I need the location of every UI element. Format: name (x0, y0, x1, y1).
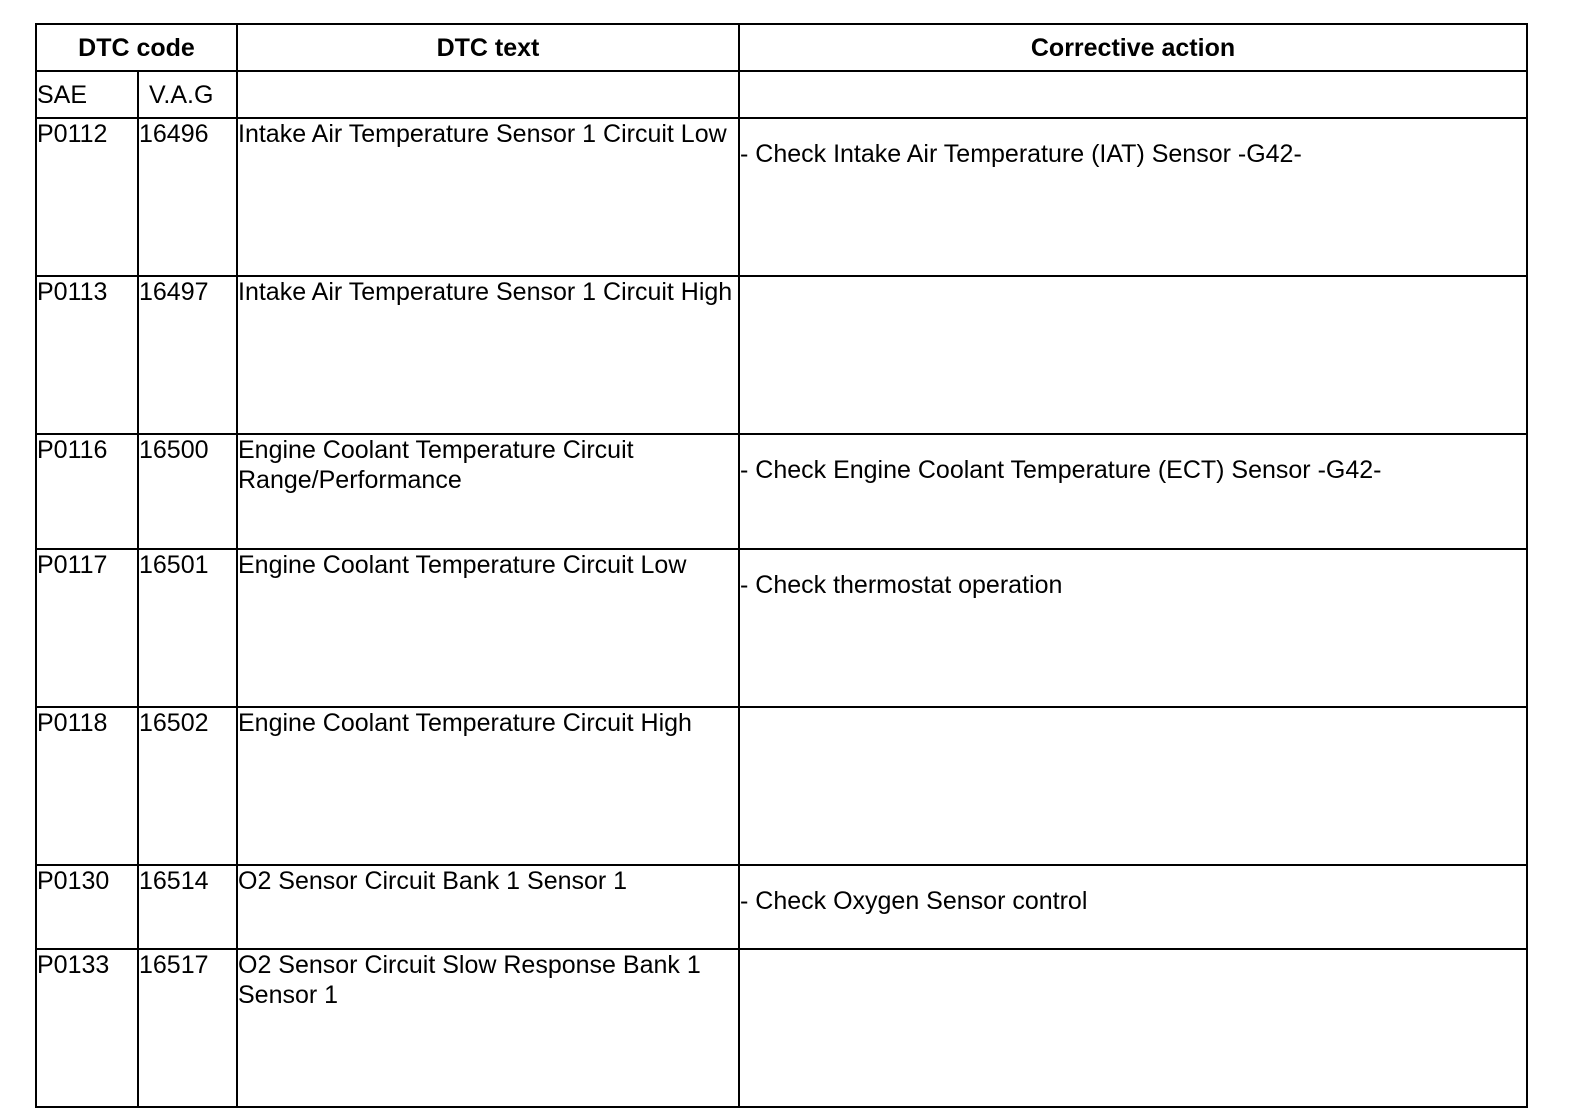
table-row (36, 949, 1527, 1107)
table-row (36, 434, 1527, 549)
sae-code: P0113 (36, 276, 138, 434)
dtc-text: Intake Air Temperature Sensor 1 Circuit High (237, 276, 739, 434)
table-row (36, 707, 1527, 865)
sae-code: P0116 (36, 434, 138, 549)
sae-code: P0118 (36, 707, 138, 865)
vag-code: 16517 (138, 949, 237, 1107)
corrective-action (739, 949, 1527, 1107)
header-corrective-action: Corrective action (739, 24, 1527, 71)
vag-code: 16496 (138, 118, 237, 276)
subheader-empty-text (237, 71, 739, 118)
dtc-text: O2 Sensor Circuit Slow Response Bank 1 Sensor 1 (237, 949, 739, 1107)
dtc-text: Engine Coolant Temperature Circuit Range/Performance (237, 434, 739, 549)
subheader-vag: V.A.G (138, 71, 237, 118)
dtc-table (35, 23, 1528, 1108)
corrective-action (739, 276, 1527, 434)
table-row (36, 276, 1527, 434)
vag-code: 16514 (138, 865, 237, 949)
table-row (36, 118, 1527, 276)
subheader-empty-action (739, 71, 1527, 118)
vag-code: 16500 (138, 434, 237, 549)
corrective-action: - Check Engine Coolant Temperature (ECT) Sensor -G42- (739, 434, 1527, 549)
dtc-text: Engine Coolant Temperature Circuit Low (237, 549, 739, 707)
vag-code: 16501 (138, 549, 237, 707)
subheader-sae: SAE (36, 71, 138, 118)
sae-code: P0133 (36, 949, 138, 1107)
corrective-action (739, 707, 1527, 865)
dtc-text: Engine Coolant Temperature Circuit High (237, 707, 739, 865)
table-row (36, 549, 1527, 707)
corrective-action: - Check Oxygen Sensor control (739, 865, 1527, 949)
sae-code: P0130 (36, 865, 138, 949)
header-dtc-code: DTC code (36, 24, 237, 71)
header-dtc-text: DTC text (237, 24, 739, 71)
subheader-row (36, 71, 1527, 118)
dtc-text: O2 Sensor Circuit Bank 1 Sensor 1 (237, 865, 739, 949)
table-row (36, 865, 1527, 949)
sae-code: P0112 (36, 118, 138, 276)
corrective-action: - Check Intake Air Temperature (IAT) Sensor -G42- (739, 118, 1527, 276)
header-row (36, 24, 1527, 71)
dtc-text: Intake Air Temperature Sensor 1 Circuit Low (237, 118, 739, 276)
corrective-action: - Check thermostat operation (739, 549, 1527, 707)
sae-code: P0117 (36, 549, 138, 707)
vag-code: 16502 (138, 707, 237, 865)
vag-code: 16497 (138, 276, 237, 434)
